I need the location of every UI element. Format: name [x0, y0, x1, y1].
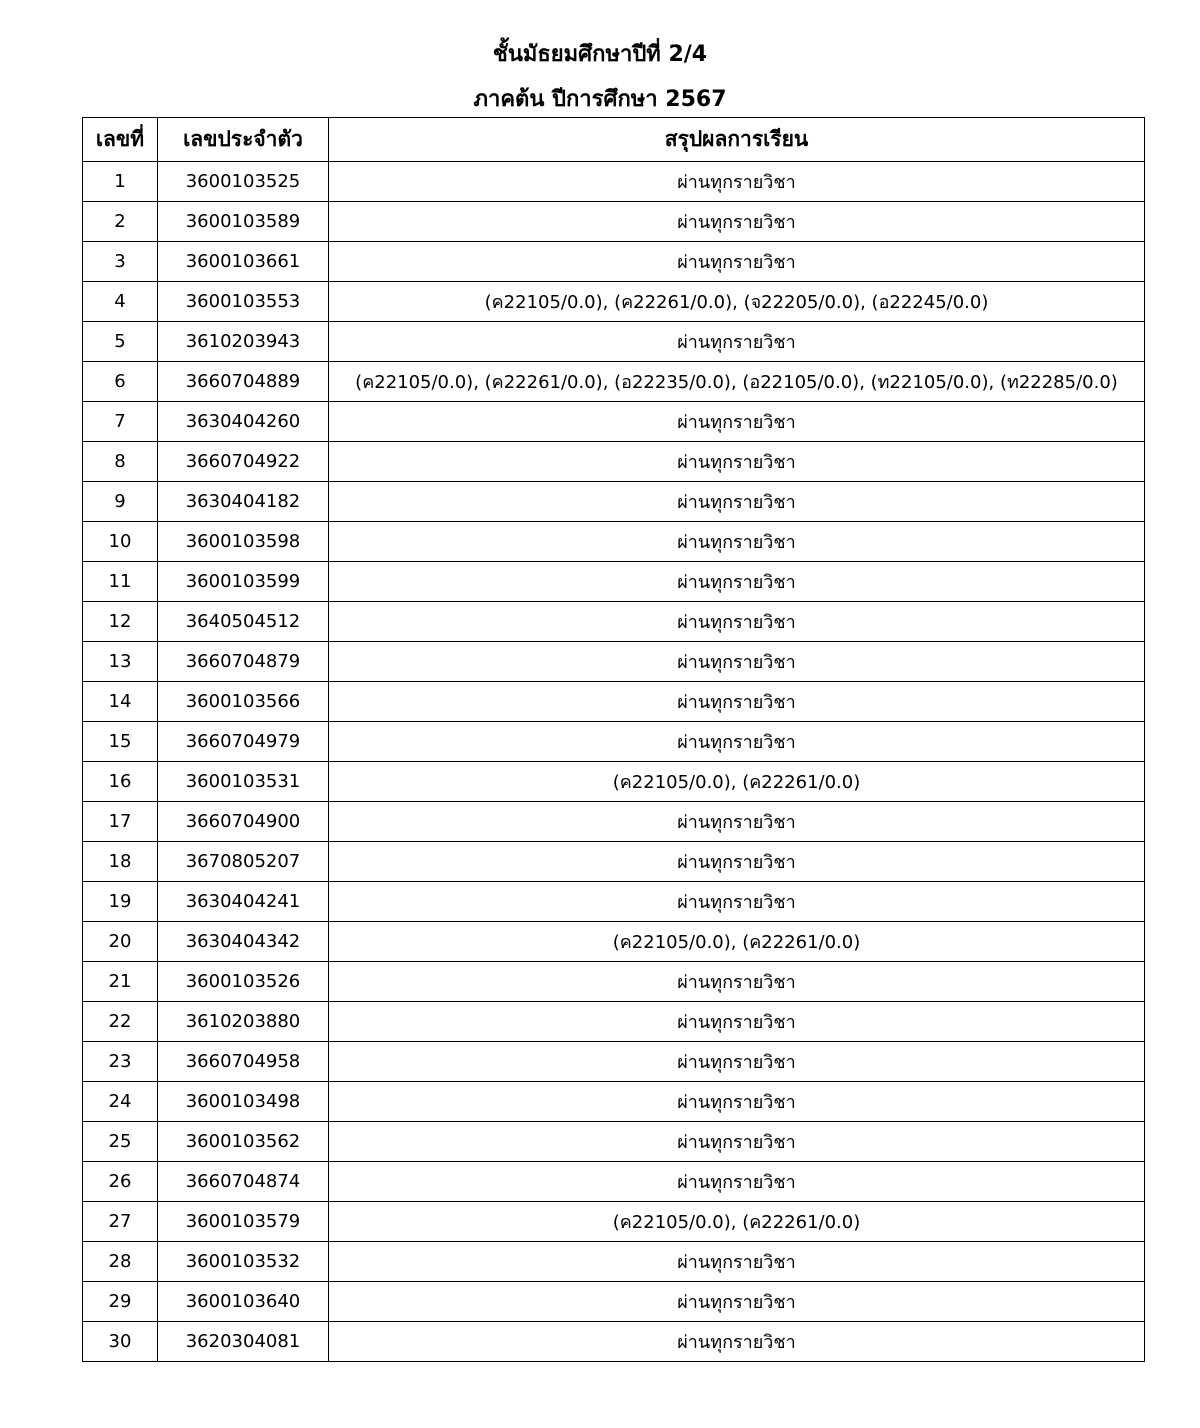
table-row [83, 482, 1145, 522]
result-cell: ผ่านทุกรายวิชา [329, 602, 1145, 642]
table-header-row [83, 118, 1145, 162]
results-table [82, 117, 1145, 1362]
row-number-cell: 26 [83, 1162, 158, 1202]
table-row [83, 202, 1145, 242]
table-row [83, 442, 1145, 482]
row-number-cell: 18 [83, 842, 158, 882]
student-id-cell: 3630404260 [158, 402, 329, 442]
table-row [83, 1042, 1145, 1082]
row-number-cell: 24 [83, 1082, 158, 1122]
student-id-cell: 3600103553 [158, 282, 329, 322]
row-number-cell: 21 [83, 962, 158, 1002]
table-row [83, 1162, 1145, 1202]
row-number-cell: 30 [83, 1322, 158, 1362]
table-row [83, 722, 1145, 762]
result-cell: ผ่านทุกรายวิชา [329, 1082, 1145, 1122]
result-cell: (ค22105/0.0), (ค22261/0.0) [329, 762, 1145, 802]
result-cell: ผ่านทุกรายวิชา [329, 682, 1145, 722]
result-cell: ผ่านทุกรายวิชา [329, 202, 1145, 242]
table-body [83, 162, 1145, 1362]
result-cell: ผ่านทุกรายวิชา [329, 962, 1145, 1002]
row-number-cell: 25 [83, 1122, 158, 1162]
result-cell: ผ่านทุกรายวิชา [329, 882, 1145, 922]
result-cell: ผ่านทุกรายวิชา [329, 442, 1145, 482]
result-cell: ผ่านทุกรายวิชา [329, 1122, 1145, 1162]
student-id-cell: 3600103579 [158, 1202, 329, 1242]
row-number-cell: 29 [83, 1282, 158, 1322]
student-id-cell: 3600103562 [158, 1122, 329, 1162]
row-number-cell: 16 [83, 762, 158, 802]
result-cell: (ค22105/0.0), (ค22261/0.0) [329, 922, 1145, 962]
table-row [83, 1082, 1145, 1122]
row-number-cell: 6 [83, 362, 158, 402]
row-number-cell: 17 [83, 802, 158, 842]
result-cell: (ค22105/0.0), (ค22261/0.0), (จ22205/0.0), (อ22245/0.0) [329, 282, 1145, 322]
student-id-cell: 3600103598 [158, 522, 329, 562]
student-id-cell: 3630404342 [158, 922, 329, 962]
row-number-cell: 27 [83, 1202, 158, 1242]
result-cell: ผ่านทุกรายวิชา [329, 402, 1145, 442]
student-id-cell: 3660704879 [158, 642, 329, 682]
table-row [83, 362, 1145, 402]
student-id-cell: 3600103599 [158, 562, 329, 602]
student-id-cell: 3660704900 [158, 802, 329, 842]
student-id-cell: 3630404182 [158, 482, 329, 522]
table-row [83, 882, 1145, 922]
student-id-cell: 3670805207 [158, 842, 329, 882]
result-cell: ผ่านทุกรายวิชา [329, 842, 1145, 882]
table-row [83, 1242, 1145, 1282]
student-id-cell: 3630404241 [158, 882, 329, 922]
result-cell: (ค22105/0.0), (ค22261/0.0) [329, 1202, 1145, 1242]
row-number-cell: 20 [83, 922, 158, 962]
table-row [83, 402, 1145, 442]
table-row [83, 282, 1145, 322]
row-number-cell: 8 [83, 442, 158, 482]
row-number-cell: 4 [83, 282, 158, 322]
student-id-cell: 3600103526 [158, 962, 329, 1002]
result-cell: ผ่านทุกรายวิชา [329, 1322, 1145, 1362]
student-id-cell: 3640504512 [158, 602, 329, 642]
document-subtitle: ภาคต้น ปีการศึกษา 2567 [473, 87, 727, 112]
row-number-cell: 28 [83, 1242, 158, 1282]
result-cell: ผ่านทุกรายวิชา [329, 722, 1145, 762]
row-number-cell: 19 [83, 882, 158, 922]
table-row [83, 1202, 1145, 1242]
table-row [83, 602, 1145, 642]
result-cell: (ค22105/0.0), (ค22261/0.0), (อ22235/0.0), (อ22105/0.0), (ท22105/0.0), (ท22285/0.0) [329, 362, 1145, 402]
table-row [83, 922, 1145, 962]
student-id-cell: 3600103532 [158, 1242, 329, 1282]
result-cell: ผ่านทุกรายวิชา [329, 1162, 1145, 1202]
table-row [83, 162, 1145, 202]
result-cell: ผ่านทุกรายวิชา [329, 802, 1145, 842]
header-result-summary: สรุปผลการเรียน [329, 118, 1145, 162]
student-id-cell: 3600103640 [158, 1282, 329, 1322]
student-id-cell: 3660704979 [158, 722, 329, 762]
table-row [83, 1282, 1145, 1322]
row-number-cell: 9 [83, 482, 158, 522]
result-cell: ผ่านทุกรายวิชา [329, 1042, 1145, 1082]
student-id-cell: 3600103566 [158, 682, 329, 722]
result-cell: ผ่านทุกรายวิชา [329, 1002, 1145, 1042]
result-cell: ผ่านทุกรายวิชา [329, 242, 1145, 282]
row-number-cell: 10 [83, 522, 158, 562]
table-row [83, 762, 1145, 802]
row-number-cell: 22 [83, 1002, 158, 1042]
table-row [83, 1122, 1145, 1162]
student-id-cell: 3600103589 [158, 202, 329, 242]
row-number-cell: 7 [83, 402, 158, 442]
result-cell: ผ่านทุกรายวิชา [329, 562, 1145, 602]
row-number-cell: 2 [83, 202, 158, 242]
result-cell: ผ่านทุกรายวิชา [329, 1282, 1145, 1322]
table-row [83, 842, 1145, 882]
student-id-cell: 3660704889 [158, 362, 329, 402]
table-row [83, 962, 1145, 1002]
student-id-cell: 3610203880 [158, 1002, 329, 1042]
result-cell: ผ่านทุกรายวิชา [329, 642, 1145, 682]
row-number-cell: 5 [83, 322, 158, 362]
document-title: ชั้นมัธยมศึกษาปีที่ 2/4 [492, 42, 708, 67]
header-number: เลขที่ [83, 118, 158, 162]
student-id-cell: 3600103525 [158, 162, 329, 202]
row-number-cell: 3 [83, 242, 158, 282]
table-row [83, 522, 1145, 562]
result-cell: ผ่านทุกรายวิชา [329, 322, 1145, 362]
table-row [83, 682, 1145, 722]
student-id-cell: 3610203943 [158, 322, 329, 362]
result-cell: ผ่านทุกรายวิชา [329, 522, 1145, 562]
row-number-cell: 23 [83, 1042, 158, 1082]
student-id-cell: 3600103531 [158, 762, 329, 802]
result-cell: ผ่านทุกรายวิชา [329, 1242, 1145, 1282]
student-id-cell: 3600103498 [158, 1082, 329, 1122]
student-id-cell: 3660704922 [158, 442, 329, 482]
result-cell: ผ่านทุกรายวิชา [329, 482, 1145, 522]
table-row [83, 1002, 1145, 1042]
result-cell: ผ่านทุกรายวิชา [329, 162, 1145, 202]
row-number-cell: 14 [83, 682, 158, 722]
table-row [83, 642, 1145, 682]
student-id-cell: 3600103661 [158, 242, 329, 282]
table-row [83, 562, 1145, 602]
table-row [83, 1322, 1145, 1362]
student-id-cell: 3660704958 [158, 1042, 329, 1082]
row-number-cell: 11 [83, 562, 158, 602]
row-number-cell: 15 [83, 722, 158, 762]
student-id-cell: 3660704874 [158, 1162, 329, 1202]
table-row [83, 242, 1145, 282]
row-number-cell: 13 [83, 642, 158, 682]
student-id-cell: 3620304081 [158, 1322, 329, 1362]
row-number-cell: 1 [83, 162, 158, 202]
table-row [83, 802, 1145, 842]
row-number-cell: 12 [83, 602, 158, 642]
header-student-id: เลขประจำตัว [158, 118, 329, 162]
table-row [83, 322, 1145, 362]
